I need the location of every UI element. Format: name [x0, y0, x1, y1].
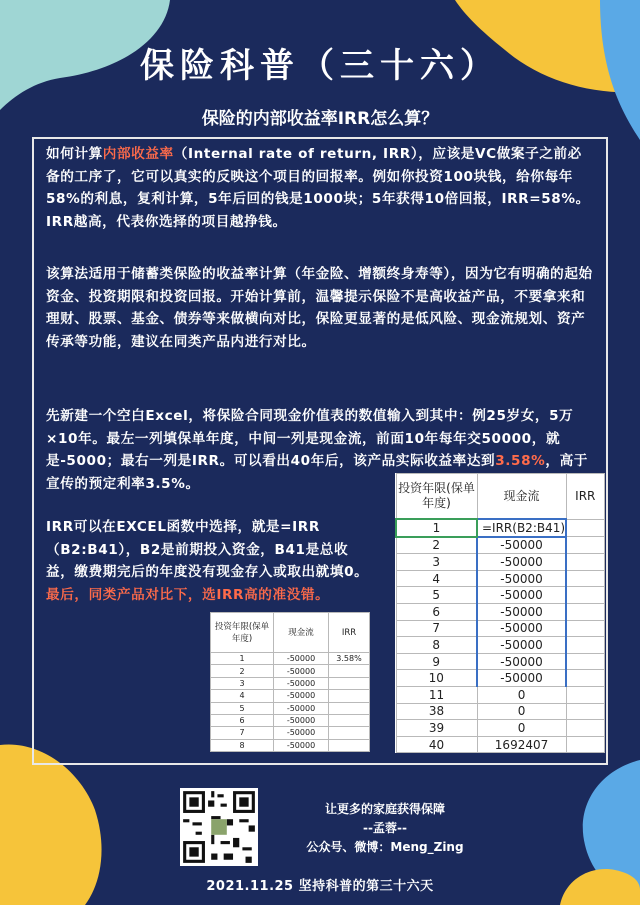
cell-year[interactable]: 3 [396, 554, 477, 571]
cell-cashflow[interactable]: 0 [477, 686, 566, 703]
table-row [211, 677, 370, 689]
p3-highlight: 3.58% [495, 453, 546, 470]
cell-year[interactable]: 2 [396, 537, 477, 554]
cell-irr[interactable] [566, 703, 604, 720]
table-row [211, 727, 370, 739]
cell-year[interactable]: 38 [396, 703, 477, 720]
cell-irr[interactable] [566, 537, 604, 554]
cell-cashflow[interactable]: 0 [477, 720, 566, 737]
cell-irr[interactable] [566, 637, 604, 654]
cell-year[interactable]: 4 [211, 690, 274, 702]
cell-year[interactable]: 11 [396, 686, 477, 703]
paragraph-4 [46, 516, 376, 606]
cell-year[interactable]: 8 [396, 637, 477, 654]
cell-irr[interactable] [566, 670, 604, 687]
cell-irr[interactable] [566, 653, 604, 670]
cell-year[interactable]: 39 [396, 720, 477, 737]
table-row [211, 702, 370, 714]
cell-irr[interactable] [329, 727, 370, 739]
cell-irr[interactable] [566, 686, 604, 703]
table-row [396, 519, 605, 537]
cell-irr[interactable] [566, 519, 604, 537]
cell-irr[interactable]: 3.58% [329, 653, 370, 665]
cell-year[interactable]: 9 [396, 653, 477, 670]
header-cashflow: 现金流 [274, 613, 329, 653]
cell-year[interactable]: 4 [396, 570, 477, 587]
cell-year[interactable]: 5 [396, 587, 477, 604]
cell-cashflow[interactable]: 0 [477, 703, 566, 720]
table-row [211, 653, 370, 665]
qr-code [180, 788, 258, 866]
table-row [396, 570, 605, 587]
footer-contact: 公众号、微博：Meng_Zing [306, 840, 464, 854]
cell-irr[interactable] [329, 677, 370, 689]
p4-text: IRR可以在EXCEL函数中选择，就是=IRR（B2:B41），B2是前期投入资金，B41是总收益，缴费期完后的年度没有现金存入或取出就填0。 [46, 519, 369, 581]
page-subtitle: 保险的内部收益率IRR怎么算？ [201, 109, 439, 129]
footer-slogan: 让更多的家庭获得保障 [324, 802, 445, 816]
table-row [396, 587, 605, 604]
table-row [396, 603, 605, 620]
cell-irr[interactable] [566, 570, 604, 587]
table-row [396, 537, 605, 554]
p1-rest: （Internal rate of return, IRR），应该是VC做案子之前必备的工序了，它可以真实的反映这个项目的回报率。例如你投资100块钱，给你每年58%的利息，复利计算，5年后回的钱是1000块；5年获得10倍回报，IRR=58%。IRR越高，代表你选择的项目越挣钱。 [46, 146, 590, 230]
header-cashflow: 现金流 [477, 474, 566, 520]
cell-year[interactable]: 3 [211, 677, 274, 689]
irr-small-table [210, 612, 370, 752]
irr-main-table [395, 473, 605, 753]
cell-cashflow[interactable]: -50000 [274, 714, 329, 726]
cell-cashflow[interactable]: -50000 [274, 727, 329, 739]
cell-irr[interactable] [329, 714, 370, 726]
table-row [211, 739, 370, 751]
cell-year[interactable]: 1 [211, 653, 274, 665]
p3-prefix: 先新建一个空白Excel，将保险合同现金价值表的数值输入到其中：例25岁女，5万×10年。最左一列填保单年度，中间一列是现金流，前面10年每年交50000，就是-5000；最右一列是IRR。可以看出40年后，该产品实际收益率达到 [46, 408, 574, 470]
cell-cashflow[interactable]: -50000 [274, 677, 329, 689]
table-row [211, 665, 370, 677]
footer-author: --孟蓉-- [363, 821, 407, 835]
table-row [396, 720, 605, 737]
table-row [396, 653, 605, 670]
cell-irr[interactable] [566, 736, 604, 753]
cell-cashflow[interactable]: -50000 [477, 554, 566, 571]
cell-year[interactable]: 1 [396, 519, 477, 537]
cell-irr[interactable] [329, 739, 370, 751]
footer-info [290, 800, 480, 857]
cell-year[interactable]: 40 [396, 736, 477, 753]
cell-cashflow[interactable]: -50000 [477, 670, 566, 687]
table-row [396, 637, 605, 654]
cell-cashflow[interactable]: -50000 [477, 587, 566, 604]
cell-cashflow[interactable]: -50000 [477, 637, 566, 654]
cell-cashflow[interactable]: -50000 [274, 690, 329, 702]
table-row [396, 620, 605, 637]
table-row [396, 736, 605, 753]
cell-cashflow[interactable]: 1692407 [477, 736, 566, 753]
cell-irr[interactable] [566, 620, 604, 637]
header-year: 投资年限(保单年度) [211, 613, 274, 653]
cell-cashflow[interactable]: -50000 [477, 537, 566, 554]
cell-formula[interactable]: =IRR(B2:B41) [477, 519, 566, 537]
header-irr: IRR [566, 474, 604, 520]
cell-cashflow[interactable]: -50000 [274, 653, 329, 665]
table-row [211, 714, 370, 726]
page-title: 保险科普（三十六） [140, 46, 500, 86]
cell-irr[interactable] [566, 587, 604, 604]
cell-year[interactable]: 7 [396, 620, 477, 637]
p4-highlight: 最后，同类产品对比下，选IRR高的准没错。 [46, 586, 330, 603]
cell-year[interactable]: 8 [211, 739, 274, 751]
cell-cashflow[interactable]: -50000 [274, 739, 329, 751]
paragraph-1 [46, 143, 594, 233]
cell-cashflow[interactable]: -50000 [477, 620, 566, 637]
table-row [211, 690, 370, 702]
cell-year[interactable]: 5 [211, 702, 274, 714]
cell-irr[interactable] [566, 554, 604, 571]
footer-date: 2021.11.25 坚持科普的第三十六天 [206, 879, 434, 894]
table-row [396, 703, 605, 720]
header-year: 投资年限(保单年度) [396, 474, 477, 520]
cell-irr[interactable] [329, 702, 370, 714]
cell-cashflow[interactable]: -50000 [274, 665, 329, 677]
cell-year[interactable]: 10 [396, 670, 477, 687]
table-header-row [211, 613, 370, 653]
cell-year[interactable]: 7 [211, 727, 274, 739]
table-row [396, 686, 605, 703]
table-row [396, 554, 605, 571]
paragraph-2: 该算法适用于储蓄类保险的收益率计算（年金险、增额终身寿等），因为它有明确的起始资金、投资期限和投资回报。开始计算前，温馨提示保险不是高收益产品，不要拿来和理财、股票、基金、债券等来做横向对比，保险更显著的是低风险、现金流规划、资产传承等功能，建议在同类产品内进行对比。 [46, 266, 593, 350]
cell-irr[interactable] [329, 690, 370, 702]
table-row [396, 670, 605, 687]
cell-cashflow[interactable]: -50000 [477, 570, 566, 587]
table-header-row [396, 474, 605, 520]
cell-year[interactable]: 2 [211, 665, 274, 677]
p3-suffix: ，高于宣传的预定利率3.5%。 [46, 453, 588, 492]
p1-highlight: 内部收益率 [102, 146, 174, 162]
header-irr: IRR [329, 613, 370, 653]
cell-cashflow[interactable]: -50000 [477, 653, 566, 670]
cell-year[interactable]: 6 [211, 714, 274, 726]
p1-prefix: 如何计算 [46, 146, 103, 162]
cell-irr[interactable] [566, 603, 604, 620]
cell-year[interactable]: 6 [396, 603, 477, 620]
cell-cashflow[interactable]: -50000 [477, 603, 566, 620]
cell-irr[interactable] [566, 720, 604, 737]
cell-cashflow[interactable]: -50000 [274, 702, 329, 714]
cell-irr[interactable] [329, 665, 370, 677]
